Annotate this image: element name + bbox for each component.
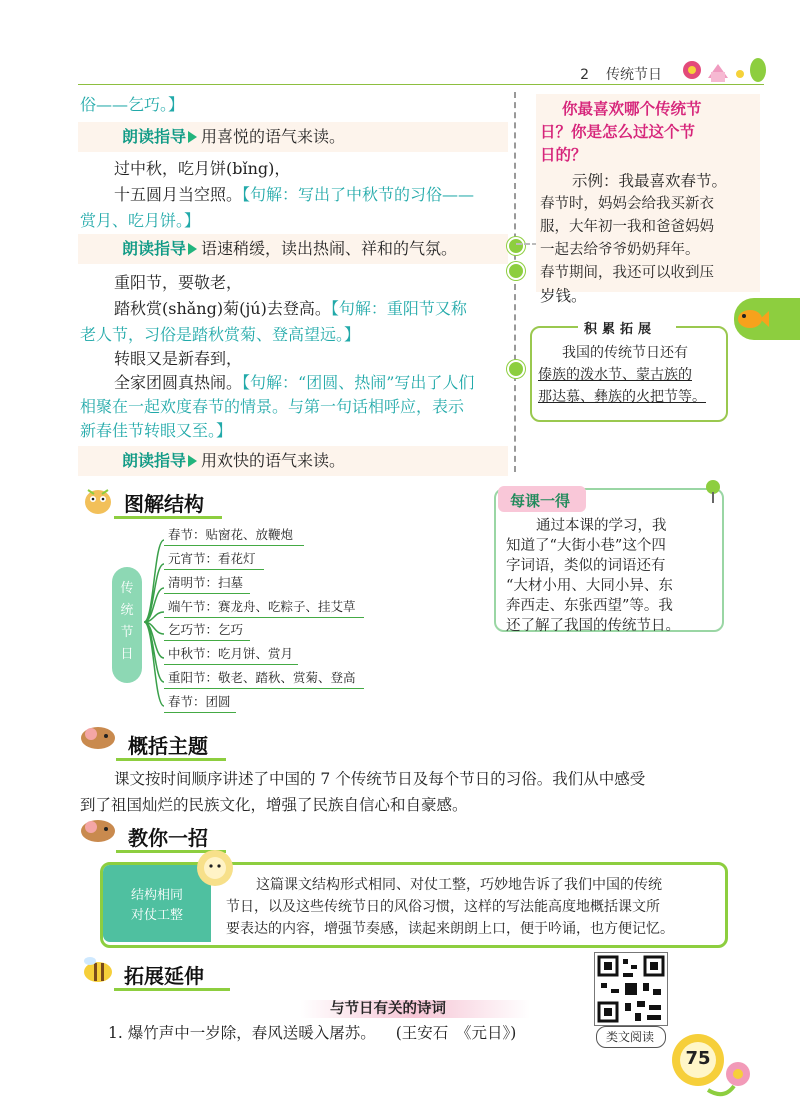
bead-icon (507, 262, 525, 280)
accumulate-text: 我国的传统节日还有 (562, 345, 688, 361)
note-text: 字词语，类似的词语还有 (506, 558, 666, 574)
hedgehog-mascot-icon (76, 720, 120, 752)
tree-item: 春节：贴窗花、放鞭炮 (168, 527, 294, 542)
annotation: 【句解：“团圆、热闹”写出了人们 (242, 373, 475, 392)
owl-mascot-icon (80, 484, 116, 516)
teach-text: 要表达的内容，增强节奏感，读起来朗朗上口，便于吟诵，也方便记忆。 (226, 921, 674, 937)
tree-item-underline (164, 545, 304, 546)
annotation: 新春佳节转眼又至。】 (80, 421, 233, 440)
tree-item-underline (164, 617, 364, 618)
lesson-title: 传统节日 (606, 67, 662, 83)
poem-subtitle: 与节日有关的诗词 (330, 1001, 446, 1017)
teach-tag-line: 对仗工整 (130, 908, 183, 923)
note-text: 知道了“大街小巷”这个四 (506, 538, 666, 554)
accumulate-title: 积累拓展 (584, 322, 657, 337)
tree-item: 中秋节：吃月饼、赏月 (168, 646, 294, 661)
teach-tag-label (112, 886, 202, 926)
question-title: 日？你是怎么过这个节 (540, 123, 696, 141)
hedgehog-mascot-icon (76, 812, 120, 846)
connector (516, 243, 538, 245)
tree-item: 重阳节：敬老、踏秋、赏菊、登高 (168, 670, 356, 685)
note-text: 奔西走、东张西望”等。我 (506, 598, 673, 614)
poem-line: 十五圆月当空照。 (114, 185, 243, 204)
annotation: 老人节，习俗是踏秋赏菊、登高望远。】 (80, 325, 361, 344)
reading-guide-2-content (122, 236, 457, 262)
question-answer: 岁钱。 (540, 287, 587, 305)
reading-guide-3-content (122, 448, 345, 474)
poem-line: 全家团圆真热闹。 (114, 373, 243, 392)
question-answer: 春节期间，我还可以收到压 (540, 265, 714, 281)
annotation: 赏月、吃月饼。】 (80, 211, 201, 230)
tree-item-underline (164, 593, 250, 594)
bead-icon (507, 237, 525, 255)
header-decoration-icon (676, 48, 772, 84)
reading-guide-1-content (122, 124, 345, 150)
teach-text: 节日，以及这些传统节日的风俗习惯，这样的写法能高度地概括课文所 (226, 899, 660, 915)
play-arrow-icon (188, 243, 197, 255)
accumulate-text: 傣族的泼水节、蒙古族的 (538, 367, 692, 383)
page-number: 75 (685, 1048, 711, 1069)
text-line: 转眼又是新春到， (114, 349, 243, 368)
accumulate-text: 那达慕、彝族的火把节等。 (538, 389, 706, 405)
note-text: 通过本课的学习，我 (536, 518, 667, 534)
teach-tag-line: 结构相同 (130, 888, 183, 903)
tree-item: 春节：团圆 (168, 694, 231, 709)
poem-line: 踏秋赏(shǎng)菊(jú)去登高。 (114, 299, 331, 318)
reading-guide-label: 朗读指导 (122, 127, 187, 146)
sunflower-mascot-icon (190, 846, 240, 892)
fish-icon (736, 304, 770, 334)
section-heading-structure: 图解结构 (124, 492, 204, 516)
question-answer: 一起去给爷爷奶奶拜年。 (540, 242, 700, 258)
tree-root-label: 传统节日 (120, 581, 134, 662)
header-rule (78, 84, 764, 85)
question-title: 你最喜欢哪个传统节 (562, 100, 702, 118)
tree-item-underline (164, 569, 264, 570)
question-answer: 服，大年初一我和爸爸妈妈 (540, 219, 714, 235)
reading-guide-text: 用欢快的语气来读。 (201, 451, 346, 470)
question-title: 日的？ (540, 146, 587, 164)
section-heading-extend: 拓展延伸 (124, 964, 204, 988)
section-heading-teach: 教你一招 (128, 826, 208, 850)
reading-guide-text: 语速稍缓，读出热闹、祥和的气氛。 (201, 239, 458, 258)
tree-item: 清明节：扫墓 (168, 575, 244, 590)
theme-text: 课文按时间顺序讲述了中国的 7 个传统节日及每个节日的习俗。我们从中感受 (114, 770, 646, 788)
tree-item-underline (164, 664, 298, 665)
qr-code-icon[interactable] (594, 952, 668, 1026)
note-text: “大材小用、大同小异、东 (506, 578, 673, 594)
poem-source: (王安石 《元日》) (395, 1024, 517, 1042)
reading-guide-label: 朗读指导 (122, 451, 187, 470)
question-answer: 示例：我最喜欢春节。 (572, 172, 728, 190)
tree-item-underline (164, 712, 236, 713)
annotation: 【句解：写出了中秋节的习俗—— (242, 185, 475, 204)
play-arrow-icon (188, 455, 197, 467)
note-title: 每课一得 (510, 492, 571, 510)
reading-guide-label: 朗读指导 (122, 239, 187, 258)
theme-text: 到了祖国灿烂的民族文化，增强了民族自信心和自豪感。 (80, 796, 468, 814)
text-line (114, 370, 474, 396)
heading-underline (114, 516, 222, 519)
teach-text: 这篇课文结构形式相同、对仗工整，巧妙地告诉了我们中国的传统 (256, 877, 662, 893)
reading-guide-text: 用喜悦的语气来读。 (201, 127, 346, 146)
heading-underline (114, 988, 230, 991)
tree-item-underline (164, 688, 364, 689)
question-answer: 春节时，妈妈会给我买新衣 (540, 196, 714, 212)
read-more-label: 类文阅读 (605, 1030, 654, 1044)
tree-item: 元宵节：看花灯 (168, 551, 256, 566)
text-line (114, 182, 474, 208)
play-arrow-icon (188, 131, 197, 143)
lesson-number: 2 (580, 67, 590, 83)
bee-mascot-icon (74, 952, 118, 986)
tree-item: 乞巧节：乞巧 (168, 622, 244, 637)
text-line: 过中秋，吃月饼(bǐng)， (114, 159, 291, 178)
tree-item: 端午节：赛龙舟、吃粽子、挂艾草 (168, 599, 356, 614)
heading-underline (116, 758, 226, 761)
text-line (114, 296, 467, 322)
annotation: 【句解：重阳节又称 (330, 299, 467, 318)
section-heading-theme: 概括主题 (128, 734, 208, 758)
tree-item-underline (164, 640, 250, 641)
column-divider (514, 92, 516, 472)
poem-line (108, 1020, 516, 1046)
note-text: 还了解了我国的传统节日。 (506, 618, 680, 634)
annotation-continuation: 俗——乞巧。】 (80, 95, 185, 114)
text-line: 重阳节，要敬老， (114, 273, 243, 292)
poem-text: 1. 爆竹声中一岁除，春风送暖入屠苏。 (108, 1024, 376, 1042)
pushpin-icon (702, 478, 724, 504)
bead-icon (507, 360, 525, 378)
running-header (580, 64, 662, 84)
annotation: 相聚在一起欢度春节的情景。与第一句话相呼应，表示 (80, 397, 465, 416)
